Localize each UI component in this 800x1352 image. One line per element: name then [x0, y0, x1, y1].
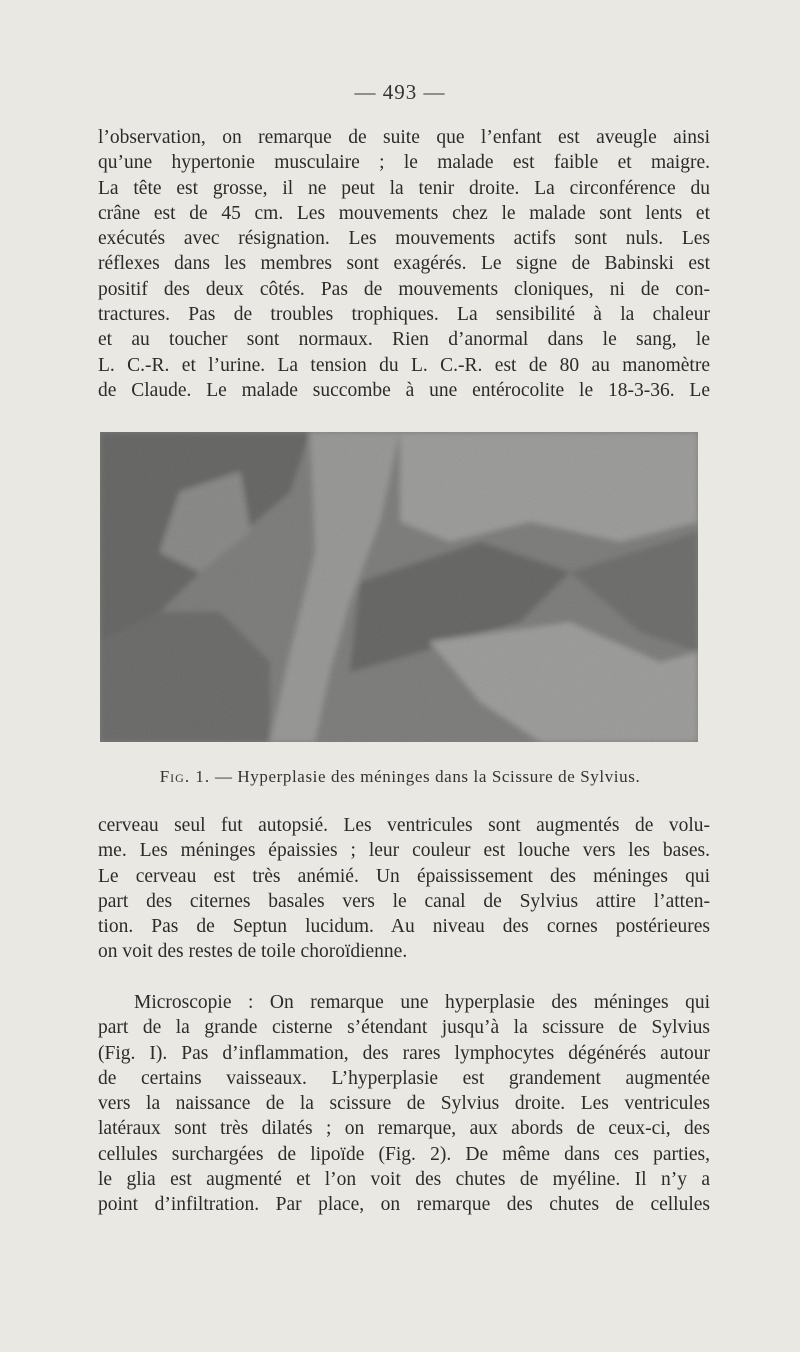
text-line: positif des deux côtés. Pas de mouvements cloniques, ni de con- — [98, 278, 710, 300]
text-line: La tête est grosse, il ne peut la tenir droite. La circonférence du — [98, 177, 710, 199]
text-line: (Fig. I). Pas d’inflammation, des rares lymphocytes dégénérés autour — [98, 1042, 710, 1064]
micrograph-image — [100, 432, 698, 742]
text-line: vers la naissance de la scissure de Sylvius droite. Les ventricules — [98, 1093, 710, 1115]
text-line: on voit des restes de toile choroïdienne. — [98, 941, 408, 963]
text-line: part de la grande cisterne s’étendant jusqu’à la scissure de Sylvius — [98, 1017, 710, 1039]
text-line: latéraux sont très dilatés ; on remarque, aux abords de ceux-ci, des — [98, 1118, 710, 1140]
text-line: L. C.-R. et l’urine. La tension du L. C.-R. est de 80 au manomètre — [98, 354, 710, 376]
text-line: de certains vaisseaux. L’hyperplasie est grandement augmentée — [98, 1067, 710, 1089]
text-line: réflexes dans les membres sont exagérés. Le signe de Babinski est — [98, 253, 710, 275]
text-line: crâne est de 45 cm. Les mouvements chez le malade sont lents et — [98, 202, 710, 224]
text-line: tractures. Pas de troubles trophiques. La sensibilité à la chaleur — [98, 304, 710, 326]
figure-caption-text: — Hyperplasie des méninges dans la Scissure de Sylvius. — [214, 767, 641, 786]
text-line: cellules surchargées de lipoïde (Fig. 2). De même dans ces parties, — [98, 1143, 710, 1165]
figure-label: Fig. 1. — [159, 767, 211, 786]
text-line: part des citernes basales vers le canal de Sylvius attire l’atten- — [98, 890, 710, 912]
page-number: — 493 — — [354, 80, 446, 104]
text-line: point d’infiltration. Par place, on remarque des chutes de cellules — [98, 1194, 710, 1216]
figure-micrograph — [100, 432, 698, 742]
paragraph-autopsy — [98, 813, 710, 965]
text-line: cerveau seul fut autopsié. Les ventricules sont augmentés de volu- — [98, 815, 710, 836]
paragraph-microscopy — [98, 990, 710, 1218]
text-line: qu’une hypertonie musculaire ; le malade est faible et maigre. — [98, 152, 710, 174]
text-line: me. Les méninges épaissies ; leur couleur est louche vers les bases. — [98, 840, 710, 862]
text-line: et au toucher sont normaux. Rien d’anormal dans le sang, le — [98, 329, 710, 351]
text-line: exécutés avec résignation. Les mouvements actifs sont nuls. Les — [98, 228, 710, 250]
text-line: de Claude. Le malade succombe à une entérocolite le 18-3-36. Le — [98, 379, 710, 401]
paragraph-observation — [98, 125, 710, 403]
text-line: Le cerveau est très anémié. Un épaississement des méninges qui — [98, 865, 710, 887]
text-line: Microscopie : On remarque une hyperplasie des méninges qui — [134, 992, 710, 1013]
text-line: l’observation, on remarque de suite que l’enfant est aveugle ainsi — [98, 127, 710, 148]
figure-caption — [0, 767, 800, 787]
text-line: le glia est augmenté et l’on voit des chutes de myéline. Il n’y a — [98, 1169, 710, 1191]
text-line: tion. Pas de Septun lucidum. Au niveau des cornes postérieures — [98, 916, 710, 938]
